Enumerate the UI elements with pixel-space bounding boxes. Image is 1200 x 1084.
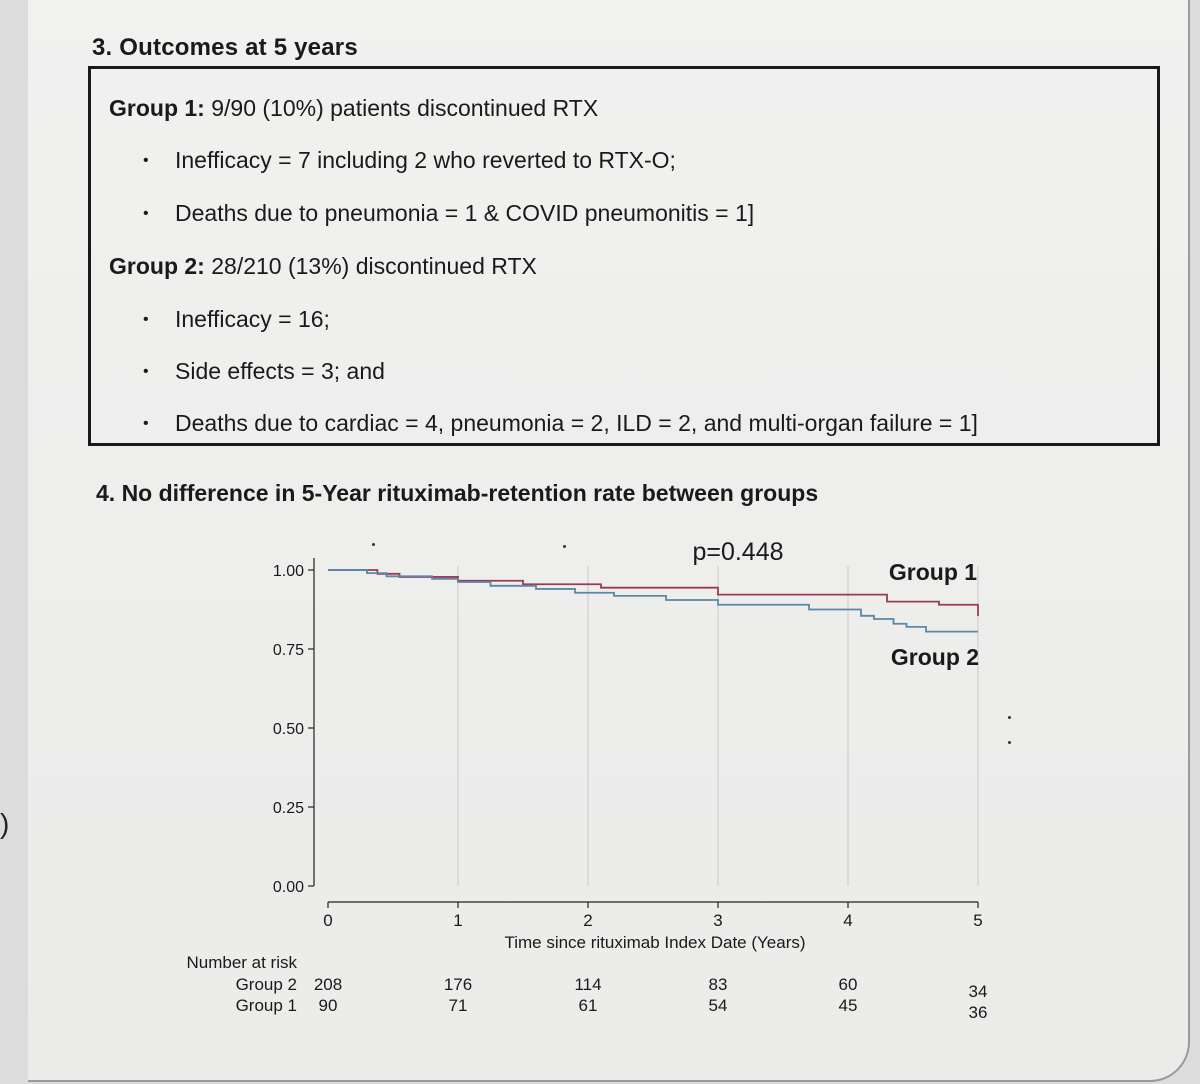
outcomes-box bbox=[88, 66, 1160, 446]
bullet-text: Deaths due to pneumonia = 1 & COVID pneumonitis = 1] bbox=[175, 200, 755, 226]
series-label-group1: Group 1 bbox=[888, 559, 978, 585]
risk-table-value: 45 bbox=[838, 996, 858, 1015]
risk-table-value: 114 bbox=[574, 975, 602, 994]
y-tick-label: 0.00 bbox=[272, 879, 304, 896]
x-axis-title: Time since rituximab Index Date (Years) bbox=[504, 933, 806, 952]
risk-table-value: 176 bbox=[443, 975, 473, 994]
group2-bullet bbox=[143, 410, 978, 437]
x-tick-label: 1 bbox=[453, 911, 463, 930]
risk-table-value: 83 bbox=[708, 975, 728, 994]
y-tick-label: 0.25 bbox=[272, 800, 304, 817]
bullet-text: Inefficacy = 7 including 2 who reverted to RTX-O; bbox=[175, 147, 676, 173]
group1-bullet bbox=[143, 200, 754, 227]
bullet-text: Side effects = 3; and bbox=[175, 358, 385, 384]
print-speck bbox=[563, 545, 566, 548]
print-speck bbox=[1008, 716, 1011, 719]
y-tick-label: 1.00 bbox=[272, 563, 304, 580]
risk-table-value: 34 bbox=[968, 982, 988, 1001]
bullet-icon: • bbox=[143, 310, 149, 328]
p-value-annotation: p=0.448 bbox=[692, 538, 784, 566]
x-tick-label: 4 bbox=[843, 911, 853, 930]
group2-label: Group 2: bbox=[109, 253, 205, 279]
section-4-heading: 4. No difference in 5-Year rituximab-retention rate between groups bbox=[96, 480, 819, 506]
risk-table-value: 36 bbox=[968, 1003, 988, 1022]
risk-table-value: 208 bbox=[313, 975, 343, 994]
x-tick-label: 3 bbox=[713, 911, 723, 930]
group2-summary bbox=[109, 253, 537, 280]
cropped-edge-glyph: ) bbox=[0, 808, 10, 839]
group2-bullet bbox=[143, 306, 330, 333]
group2-bullet bbox=[143, 358, 385, 385]
risk-table-value: 60 bbox=[838, 975, 858, 994]
bullet-icon: • bbox=[143, 414, 149, 432]
risk-table-value: 61 bbox=[578, 996, 598, 1015]
bullet-icon: • bbox=[143, 151, 149, 169]
risk-table-value: 71 bbox=[448, 996, 468, 1015]
risk-table-value: 90 bbox=[318, 996, 338, 1015]
series-label-group2: Group 2 bbox=[890, 644, 980, 670]
bullet-text: Inefficacy = 16; bbox=[175, 306, 330, 332]
risk-row-label: Group 2 bbox=[235, 975, 297, 994]
group1-text: 9/90 (10%) patients discontinued RTX bbox=[204, 95, 599, 121]
y-tick-label: 0.50 bbox=[272, 721, 304, 738]
group1-summary bbox=[109, 95, 598, 122]
print-speck bbox=[372, 543, 375, 546]
x-tick-label: 5 bbox=[973, 911, 983, 930]
risk-table-value: 54 bbox=[708, 996, 728, 1015]
x-tick-label: 0 bbox=[323, 911, 333, 930]
bullet-icon: • bbox=[143, 204, 149, 222]
bullet-icon: • bbox=[143, 362, 149, 380]
section-3-heading: 3. Outcomes at 5 years bbox=[92, 34, 358, 61]
print-speck bbox=[1008, 741, 1011, 744]
x-tick-label: 2 bbox=[583, 911, 593, 930]
group2-text: 28/210 (13%) discontinued RTX bbox=[204, 253, 537, 279]
y-tick-label: 0.75 bbox=[272, 642, 304, 659]
risk-table-title: Number at risk bbox=[186, 953, 297, 972]
bullet-text: Deaths due to cardiac = 4, pneumonia = 2, ILD = 2, and multi-organ failure = 1] bbox=[175, 410, 978, 436]
group1-bullet bbox=[143, 147, 676, 174]
risk-row-label: Group 1 bbox=[235, 996, 297, 1015]
group1-label: Group 1: bbox=[109, 95, 205, 121]
